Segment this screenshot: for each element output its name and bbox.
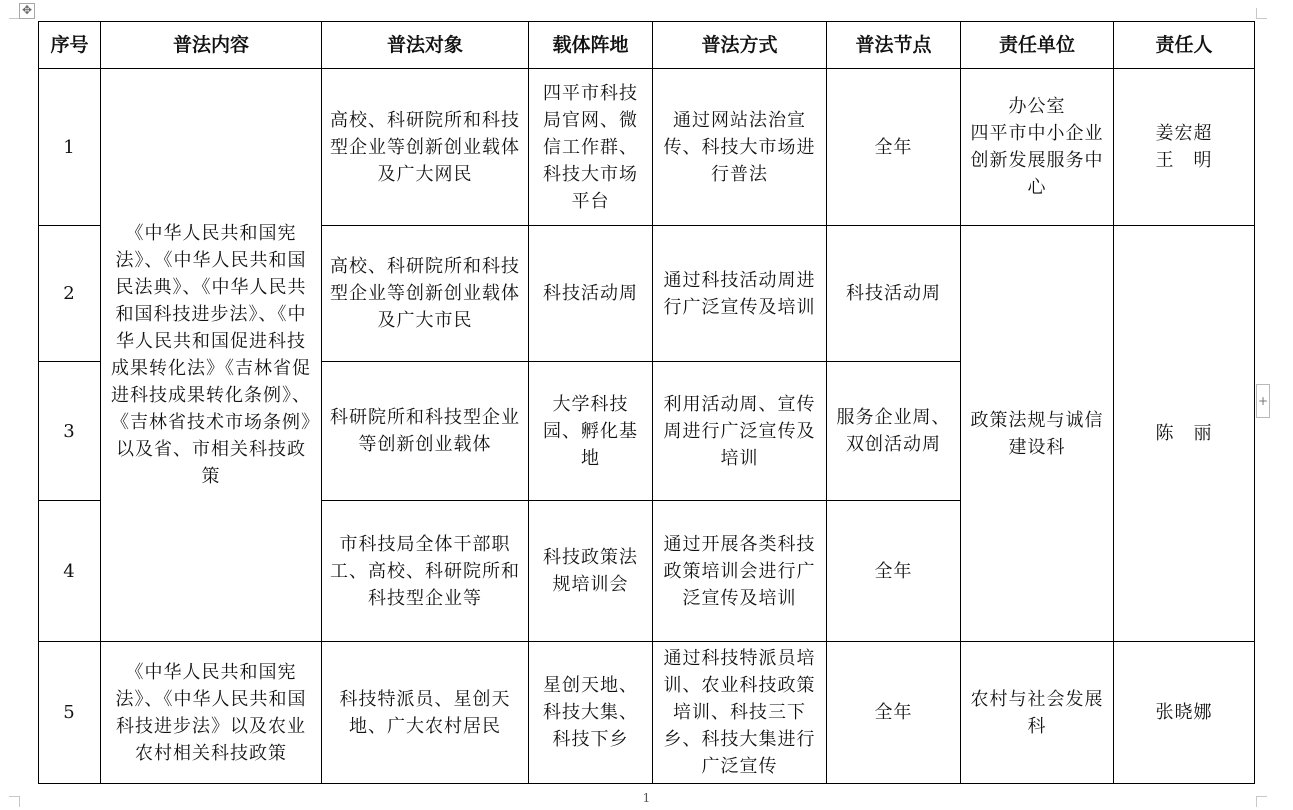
row-number-cell[interactable]: 2 [39, 226, 101, 362]
timing-cell[interactable]: 全年 [827, 642, 961, 784]
page-number: 1 [642, 791, 651, 805]
person-cell[interactable] [1114, 69, 1255, 226]
carrier-cell[interactable]: 科技政策法规培训会 [529, 501, 653, 642]
carrier-cell[interactable]: 科技活动周 [529, 226, 653, 362]
unit-cell[interactable] [961, 69, 1114, 226]
person-line: 姜宏超 [1155, 123, 1213, 144]
page-corner-mark [1256, 8, 1267, 19]
law-education-table [38, 21, 1255, 784]
table-move-handle-icon[interactable]: ✥ [19, 3, 35, 19]
timing-cell[interactable]: 全年 [827, 501, 961, 642]
content-cell[interactable]: 《中华人民共和国宪法》、《中华人民共和国民法典》、《中华人民共和国科技进步法》、《中华人民共和国促进科技成果转化法》《吉林省促进科技成果转化条例》、《吉林省技术市场条例》以及省、市相关科技政策 [101, 69, 322, 642]
unit-cell[interactable]: 政策法规与诚信建设科 [961, 226, 1114, 642]
header-cell: 普法对象 [322, 22, 529, 69]
add-row-icon[interactable]: + [1256, 384, 1270, 418]
row-number-cell[interactable]: 4 [39, 501, 101, 642]
table-header-row [39, 22, 1255, 69]
unit-cell[interactable]: 农村与社会发展科 [961, 642, 1114, 784]
unit-line: 四平市中小企业创新发展服务中心 [970, 123, 1104, 198]
table-row [39, 69, 1255, 226]
target-cell[interactable]: 高校、科研院所和科技型企业等创新创业载体及广大网民 [322, 69, 529, 226]
header-cell: 载体阵地 [529, 22, 653, 69]
method-cell[interactable]: 通过科技特派员培训、农业科技政策培训、科技三下乡、科技大集进行广泛宣传 [653, 642, 827, 784]
person-cell[interactable]: 陈 丽 [1114, 226, 1255, 642]
content-cell[interactable]: 《中华人民共和国宪法》、《中华人民共和国科技进步法》以及农业农村相关科技政策 [101, 642, 322, 784]
row-number-cell[interactable]: 5 [39, 642, 101, 784]
header-cell: 责任单位 [961, 22, 1114, 69]
timing-cell[interactable]: 科技活动周 [827, 226, 961, 362]
method-cell[interactable]: 利用活动周、宣传周进行广泛宣传及培训 [653, 362, 827, 501]
unit-line: 办公室 [1008, 96, 1066, 117]
carrier-cell[interactable]: 星创天地、科技大集、科技下乡 [529, 642, 653, 784]
target-cell[interactable]: 科研院所和科技型企业等创新创业载体 [322, 362, 529, 501]
header-cell: 序号 [39, 22, 101, 69]
timing-cell[interactable]: 服务企业周、双创活动周 [827, 362, 961, 501]
header-cell: 普法方式 [653, 22, 827, 69]
target-cell[interactable]: 高校、科研院所和科技型企业等创新创业载体及广大市民 [322, 226, 529, 362]
row-number-cell[interactable]: 3 [39, 362, 101, 501]
method-cell[interactable]: 通过科技活动周进行广泛宣传及培训 [653, 226, 827, 362]
carrier-cell[interactable]: 四平市科技局官网、微信工作群、科技大市场平台 [529, 69, 653, 226]
target-cell[interactable]: 科技特派员、星创天地、广大农村居民 [322, 642, 529, 784]
carrier-cell[interactable]: 大学科技园、孵化基地 [529, 362, 653, 501]
table-row [39, 642, 1255, 784]
row-number-cell[interactable]: 1 [39, 69, 101, 226]
method-cell[interactable]: 通过开展各类科技政策培训会进行广泛宣传及培训 [653, 501, 827, 642]
person-line: 王 明 [1155, 150, 1213, 171]
target-cell[interactable]: 市科技局全体干部职工、高校、科研院所和科技型企业等 [322, 501, 529, 642]
method-cell[interactable]: 通过网站法治宣传、科技大市场进行普法 [653, 69, 827, 226]
header-cell: 责任人 [1114, 22, 1255, 69]
timing-cell[interactable]: 全年 [827, 69, 961, 226]
person-cell[interactable]: 张晓娜 [1114, 642, 1255, 784]
header-cell: 普法节点 [827, 22, 961, 69]
header-cell: 普法内容 [101, 22, 322, 69]
